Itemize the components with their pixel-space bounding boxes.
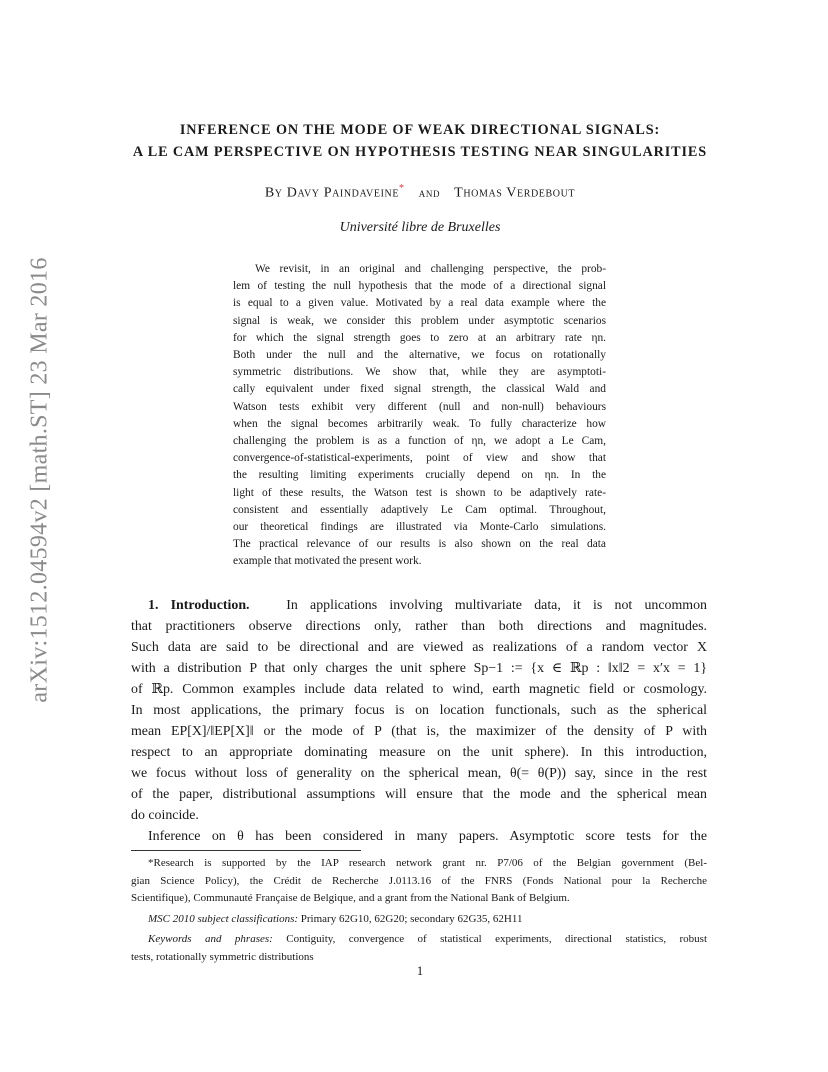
abstract-line: for which the signal strength goes to zero at an arbitrary rate ηn.: [233, 331, 606, 344]
abstract-line: the resulting limiting experiments crucially depend on ηn. In the: [233, 469, 606, 482]
abstract-line: is equal to a given value. Motivated by a real data example where the: [233, 297, 606, 310]
introduction-section: [131, 595, 707, 847]
msc-classification: [131, 911, 707, 929]
intro-line: mean EP[X]/‖EP[X]‖ or the mode of P (that is, the maximizer of the density of P with: [131, 724, 707, 739]
author-by: By: [264, 185, 283, 201]
keywords-line-2: tests, rotationally symmetric distributions: [131, 950, 314, 963]
paper-title-line-1: INFERENCE ON THE MODE OF WEAK DIRECTIONAL SIGNALS:: [179, 122, 661, 138]
abstract-line: Watson tests exhibit very different (null and non-null) behaviours: [233, 400, 606, 413]
intro-line: of ℝp. Common examples include data related to wind, earth magnetic field or cosmology.: [131, 682, 707, 697]
intro-line: respect to an appropriate dominating measure on the unit sphere). In this introduction,: [131, 745, 707, 760]
author-2: Thomas Verdebout: [454, 185, 576, 201]
abstract-line: challenging the problem is as a function of ηn, we adopt a Le Cam,: [233, 435, 606, 448]
arxiv-identifier-text: arXiv:1512.04594v2 [math.ST] 23 Mar 2016: [26, 257, 53, 703]
author-1: Davy Paindaveine: [286, 185, 400, 201]
abstract-line: lem of testing the null hypothesis that the mode of a directional signal: [233, 280, 606, 293]
intro-line-with-heading: [131, 595, 707, 616]
abstract-line: signal is weak, we consider this problem under asymptotic scenarios: [233, 314, 606, 327]
paper-title-line-2: A LE CAM PERSPECTIVE ON HYPOTHESIS TESTING NEAR SINGULARITIES: [132, 144, 708, 160]
intro-line: Such data are said to be directional and are viewed as realizations of a random vector X: [131, 640, 707, 655]
abstract-line: light of these results, the Watson test is shown to be adaptively rate-: [233, 486, 606, 499]
intro-line: In most applications, the primary focus is on location functionals, such as the spherical: [131, 703, 707, 718]
abstract-line: cally equivalent under fixed signal strength, the classical Wald and: [233, 383, 606, 396]
affiliation: Université libre de Bruxelles: [339, 220, 501, 235]
keywords-text: Contiguity, convergence of statistical experiments, directional statistics, robust: [286, 933, 707, 945]
author-and: and: [418, 184, 441, 200]
intro-line: Inference on θ has been considered in many papers. Asymptotic score tests for the: [148, 829, 707, 844]
intro-line: with a distribution P that only charges the unit sphere Sp−1 := {x ∈ ℝp : ‖x‖2 = x′x = 1}: [131, 661, 707, 676]
abstract-line: We revisit, in an original and challenging perspective, the prob-: [255, 263, 606, 275]
abstract-line: symmetric distributions. We show that, while they are asymptoti-: [233, 366, 606, 379]
page-number: 1: [416, 963, 424, 978]
keywords-label: Keywords and phrases:: [148, 933, 273, 945]
abstract: [233, 261, 606, 571]
intro-line: In applications involving multivariate data, it is not uncommon: [286, 598, 707, 613]
abstract-line: our theoretical findings are illustrated via Monte-Carlo simulations.: [233, 521, 606, 534]
abstract-line: convergence-of-statistical-experiments, point of view and show that: [233, 452, 606, 465]
abstract-line: consistent and essentially adaptively Le Cam optimal. Throughout,: [233, 503, 606, 516]
msc-text: Primary 62G10, 62G20; secondary 62G35, 62H11: [300, 912, 523, 925]
section-heading: 1. Introduction.: [148, 598, 250, 613]
footnotes: [131, 855, 707, 966]
abstract-line: when the signal becomes arbitrarily weak. To fully characterize how: [233, 417, 606, 430]
intro-line: of the paper, distributional assumptions will ensure that the mode and the spherical mean: [131, 787, 707, 802]
footnote-rule: [131, 850, 361, 851]
abstract-line: example that motivated the present work.: [233, 555, 422, 568]
abstract-line: Both under the null and the alternative, we focus on rotationally: [233, 349, 606, 362]
author-line: [60, 183, 780, 202]
author-1-footnote-mark[interactable]: *: [399, 183, 405, 194]
msc-label: MSC 2010 subject classifications:: [148, 912, 299, 925]
intro-line: that practitioners observe directions only, rather than both directions and magnitudes.: [131, 619, 707, 634]
footnote-line: gian Science Policy), the Crédit de Recherche J.0113.16 of the FNRS (Fonds National pour la Recherche: [131, 874, 707, 887]
footnote-line: Scientifique), Communauté Française de Belgique, and a grant from the National Bank of Belgium.: [131, 892, 570, 904]
intro-line: do coincide.: [131, 808, 199, 823]
intro-line: we focus without loss of generality on the spherical mean, θ(= θ(P)) say, since in the rest: [131, 766, 707, 781]
footnote-line: *Research is supported by the IAP research network grant nr. P7/06 of the Belgian government (Bel-: [148, 857, 707, 869]
keywords-line: [131, 931, 707, 949]
arxiv-identifier-stamp: [20, 257, 60, 703]
abstract-line: The practical relevance of our results is also shown on the real data: [233, 538, 606, 551]
